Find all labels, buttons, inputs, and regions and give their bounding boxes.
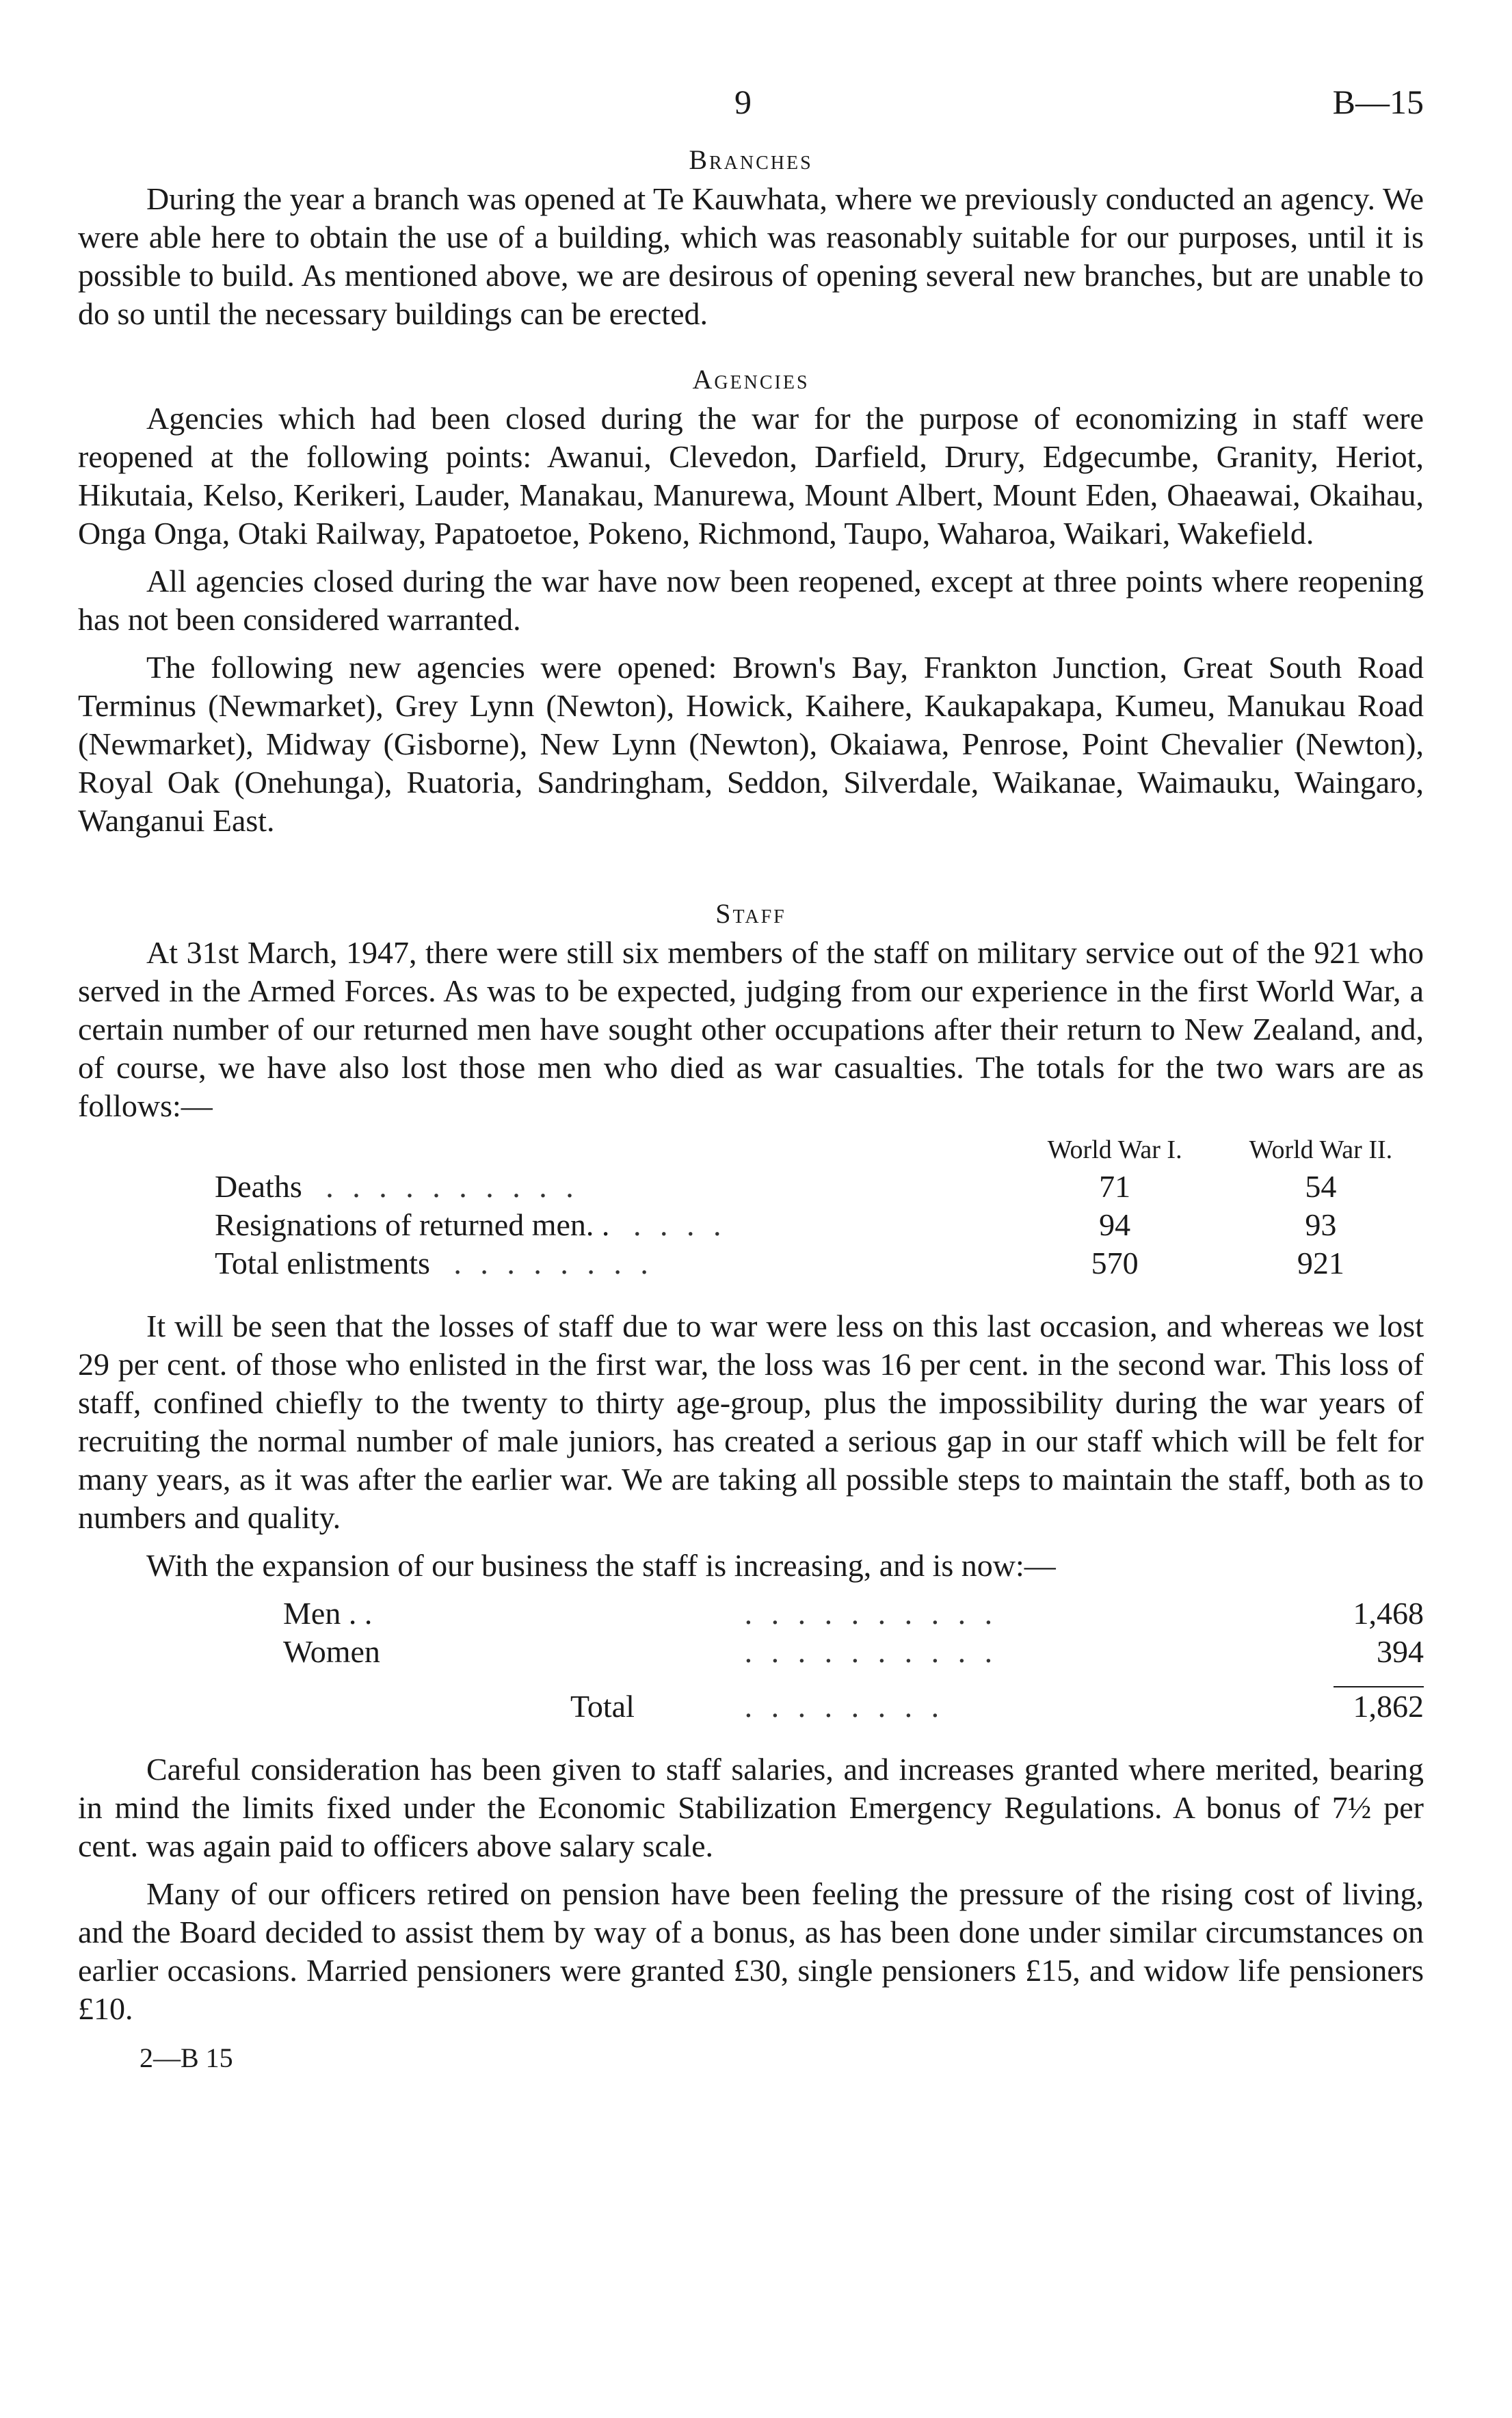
staff-losses-paragraph: It will be seen that the losses of staff due to war were less on this last occasion, and whereas we lost 29 per cent. of those who enlisted in the first war, the loss was 16 per cent. in the second war. This loss of staff, confined chiefly to the twenty to thirty age-group, plus the impossibility during the war years of recruiting the normal number of male juniors, has created a serious gap in our staff which will be felt for many years, as it was after the earlier war. We are taking all possible steps to maintain the staff, both as to numbers and quality.	[78, 1309, 1424, 1535]
row-label: Women	[283, 1634, 380, 1669]
row-label: Men . .	[283, 1596, 373, 1631]
column-header-world-war-ii: World War II.	[1249, 1135, 1393, 1164]
document-page	[78, 82, 1424, 2074]
table-row	[78, 1244, 1424, 1283]
cell-value: 1,468	[1353, 1596, 1424, 1631]
leader-dots: . . . .	[633, 1207, 727, 1242]
cell-ww2: 921	[1297, 1246, 1344, 1280]
table-row	[78, 1206, 1424, 1244]
leader-dots: . . . . . . . . . .	[744, 1596, 998, 1631]
war-casualties-table	[78, 1135, 1424, 1283]
table-row-total	[283, 1687, 1424, 1726]
cell-value: 394	[1377, 1634, 1424, 1669]
staff-heading: Staff	[715, 898, 786, 929]
leader-dots: . . . . . . . .	[453, 1246, 654, 1280]
leader-dots: . . . . . . . . . .	[326, 1169, 579, 1204]
agencies-heading: Agencies	[692, 364, 810, 395]
staff-intro-paragraph: At 31st March, 1947, there were still six members of the staff on military service out of the 921 who served in the Armed Forces. As was to be expected, judging from our experience in the first World War, a certain number of our returned men have sought other occupations after their return to New Zealand, and, of course, we have also lost those men who died as war casualties. The totals for the two wars are as follows:—	[78, 935, 1424, 1123]
total-rule	[283, 1671, 1424, 1687]
agencies-reopened-paragraph: Agencies which had been closed during the war for the purpose of economizing in staff were reopened at the following points: Awanui, Clevedon, Darfield, Drury, Edgecumbe, Granity, Heriot, Hikutaia, Kelso, Kerikeri, Lauder, Manakau, Manurewa, Mount Albert, Mount Eden, Ohaeawai, Okaihau, Onga Onga, Otaki Railway, Papatoetoe, Pokeno, Richmond, Taupo, Waharoa, Waikari, Wakefield.	[78, 401, 1424, 551]
signature-mark: 2—B 15	[140, 2042, 233, 2073]
branches-heading: Branches	[689, 144, 813, 175]
cell-ww2: 93	[1305, 1207, 1337, 1242]
staff-pensions-paragraph: Many of our officers retired on pension have been feeling the pressure of the rising cost of living, and the Board decided to assist them by way of a bonus, as has been done under similar circumstances on earlier occasions. Married pensioners were granted £30, single pensioners £15, and widow life pensioners £10.	[78, 1876, 1424, 2026]
table-row	[283, 1594, 1424, 1633]
branches-paragraph: During the year a branch was opened at Te Kauwhata, where we previously conducted an agency. We were able here to obtain the use of a building, which was reasonably suitable for our purposes, until it is possible to build. As mentioned above, we are desirous of opening several new branches, but are unable to do so until the necessary buildings can be erected.	[78, 181, 1424, 331]
row-label: Deaths	[215, 1169, 302, 1204]
cell-ww2: 54	[1305, 1169, 1337, 1204]
agencies-closed-paragraph: All agencies closed during the war have now been reopened, except at three points where reopening has not been considered warranted.	[78, 564, 1424, 637]
total-label: Total	[570, 1688, 635, 1724]
document-reference: B—15	[1332, 83, 1424, 121]
staff-salaries-paragraph: Careful consideration has been given to staff salaries, and increases granted where merited, bearing in mind the limits fixed under the Economic Stabilization Emergency Regulations. A bonus of 7½ per cent. was again paid to officers above salary scale.	[78, 1752, 1424, 1863]
cell-ww1: 94	[1099, 1207, 1131, 1242]
cell-ww1: 570	[1091, 1246, 1139, 1280]
leader-dots: . . . . . . . . . .	[744, 1634, 998, 1669]
cell-ww1: 71	[1099, 1169, 1131, 1204]
total-value: 1,862	[1353, 1689, 1424, 1724]
staff-expansion-paragraph: With the expansion of our business the staff is increasing, and is now:—	[146, 1548, 1056, 1583]
staff-totals-table	[283, 1594, 1424, 1726]
row-label: Total enlistments	[215, 1246, 430, 1280]
page-header	[78, 82, 1424, 144]
agencies-new-paragraph: The following new agencies were opened: Brown's Bay, Frankton Junction, Great South Road Terminus (Newmarket), Grey Lynn (Newton), Howick, Kaihere, Kaukapakapa, Kumeu, Manukau Road (Newmarket), Midway (Gisborne), New Lynn (Newton), Okaiawa, Penrose, Point Chevalier (Newton), Royal Oak (Onehunga), Ruatoria, Sandringham, Seddon, Silverdale, Waikanae, Waimauku, Waingaro, Wanganui East.	[78, 650, 1424, 838]
row-label: Resignations of returned men. .	[215, 1207, 610, 1242]
table-row	[283, 1633, 1424, 1671]
table-row	[78, 1168, 1424, 1206]
leader-dots: . . . . . . . .	[744, 1688, 945, 1724]
column-header-world-war-i: World War I.	[1047, 1135, 1182, 1164]
page-number: 9	[734, 83, 752, 121]
